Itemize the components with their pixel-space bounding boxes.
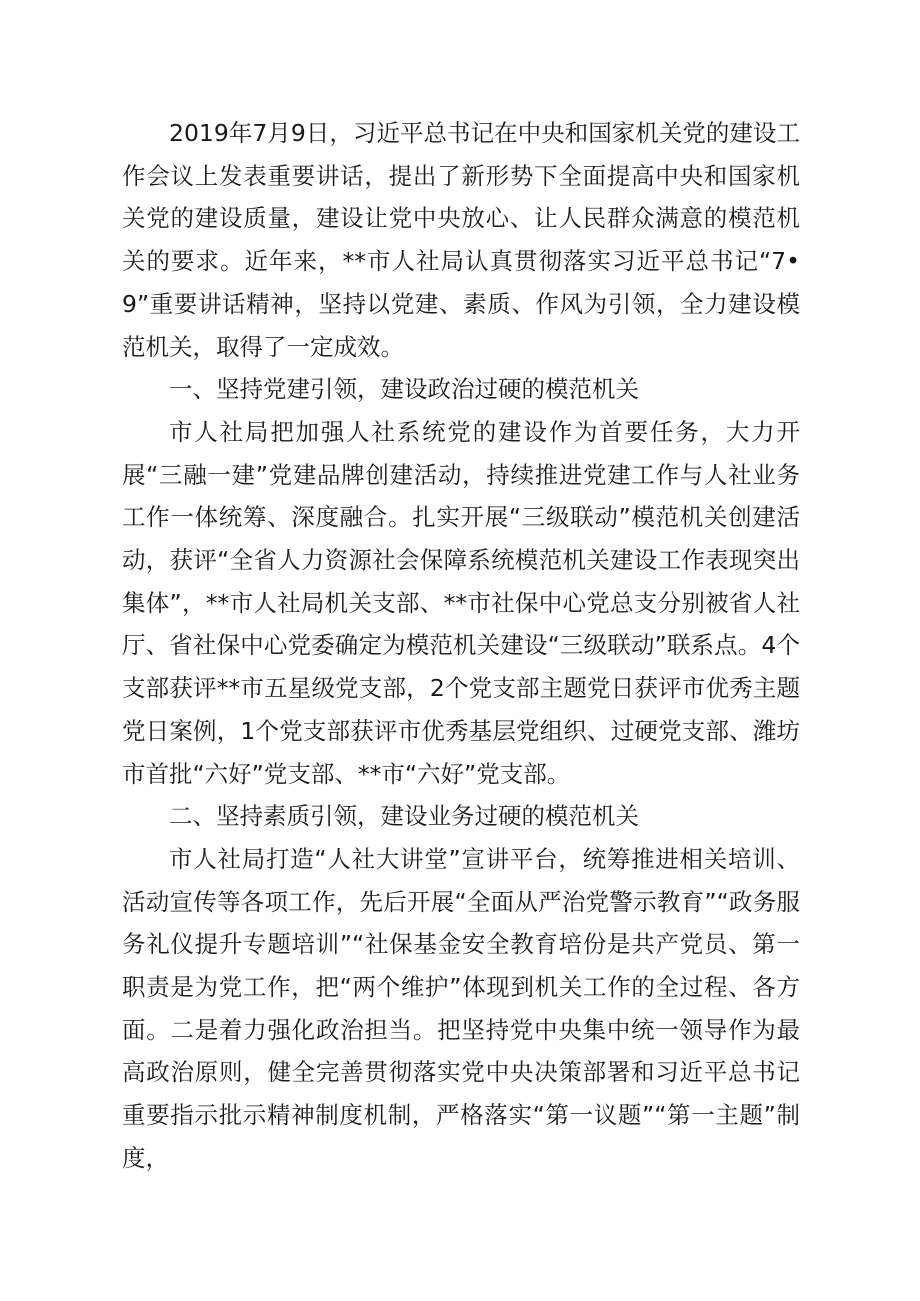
intro-paragraph: 2019年7月9日，习近平总书记在中央和国家机关党的建设工作会议上发表重要讲话，提出了新形势下全面提高中央和国家机关党的建设质量，建设让党中央放心、让人民群众满意的模范机关的要求。近年来，**市人社局认真贯彻落实习近平总书记“7•9”重要讲话精神，坚持以党建、素质、作风为引领，全力建设模范机关，取得了一定成效。 xyxy=(122,119,800,361)
section-1-paragraph: 市人社局把加强人社系统党的建设作为首要任务，大力开展“三融一建”党建品牌创建活动，持续推进党建工作与人社业务工作一体统筹、深度融合。扎实开展“三级联动”模范机关创建活动，获评“全省人力资源社会保障系统模范机关建设工作表现突出集体”，**市人社局机关支部、**市社保中心党总支分别被省人社厅、省社保中心党委确定为模范机关建设“三级联动”联系点。4个支部获评**市五星级党支部，2个党支部主题党日获评市优秀主题党日案例，1个党支部获评市优秀基层党组织、过硬党支部、潍坊市首批“六好”党支部、**市“六好”党支部。 xyxy=(122,417,800,788)
section-heading-2: 二、坚持素质引领，建设业务过硬的模范机关 xyxy=(169,802,639,831)
document-body xyxy=(122,112,800,1180)
section-2-paragraph: 市人社局打造“人社大讲堂”宣讲平台，统筹推进相关培训、活动宣传等各项工作，先后开展“全面从严治党警示教育”“政务服务礼仪提升专题培训”“社保基金安全教育培份是共产党员、第一职责是为党工作，把“两个维护”体现到机关工作的全过程、各方面。二是着力强化政治担当。把坚持党中央集中统一领导作为最高政治原则，健全完善贯彻落实党中央决策部署和习近平总书记重要指示批示精神制度机制，严格落实“第一议题”“第一主题”制度， xyxy=(122,844,800,1172)
section-heading-1: 一、坚持党建引领，建设政治过硬的模范机关 xyxy=(169,375,639,404)
